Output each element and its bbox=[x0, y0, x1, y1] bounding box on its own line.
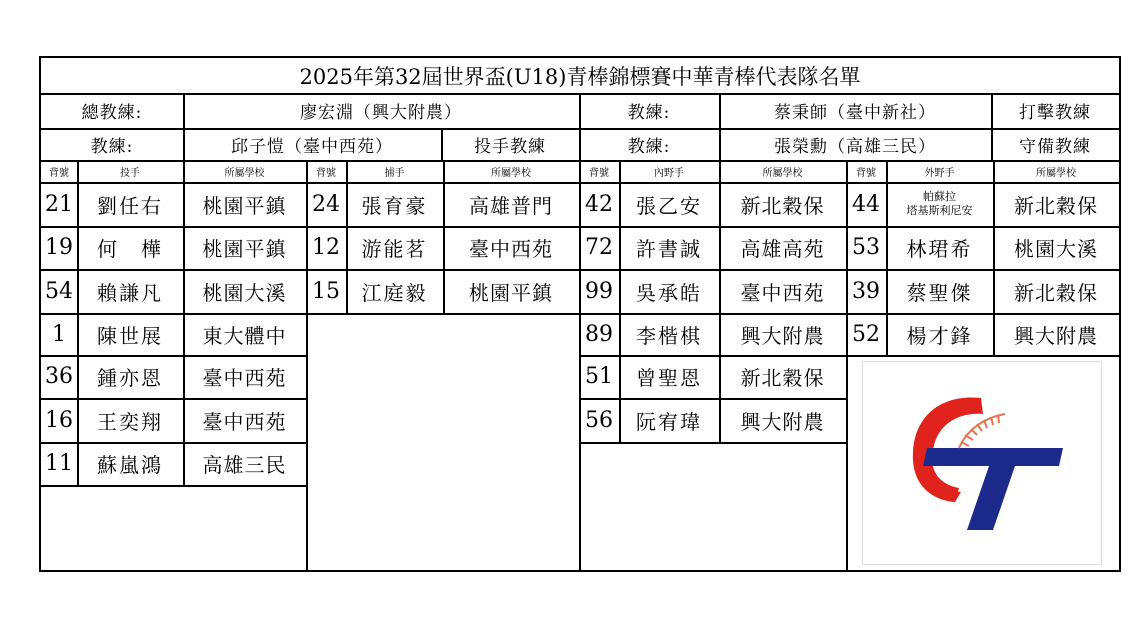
coach-name: 張榮勳（高雄三民） bbox=[774, 136, 936, 157]
catcher-number: 24 bbox=[312, 191, 340, 217]
pitcher-name: 鍾亦恩 bbox=[97, 366, 163, 390]
catcher-school: 高雄普門 bbox=[469, 193, 553, 218]
catcher-name: 張育豪 bbox=[361, 193, 428, 218]
catcher-number: 15 bbox=[312, 278, 340, 304]
header-number: 背號 bbox=[49, 167, 69, 179]
batting-coach-role: 打擊教練 bbox=[1019, 103, 1091, 123]
pitcher-number: 19 bbox=[45, 235, 73, 260]
header-school: 所屬學校 bbox=[491, 167, 531, 179]
infielder-school: 臺中西苑 bbox=[740, 280, 825, 305]
catcher-school: 臺中西苑 bbox=[469, 237, 553, 261]
outfielder-number: 52 bbox=[852, 321, 880, 347]
infielder-school: 新北穀保 bbox=[740, 193, 825, 218]
infielder-name: 李楷棋 bbox=[636, 323, 702, 348]
catcher-name: 游能茗 bbox=[361, 237, 428, 261]
outfielder-name-line2: 塔基斯利尼安 bbox=[906, 204, 973, 217]
coach-label: 教練: bbox=[627, 136, 671, 157]
header-infielder: 內野手 bbox=[654, 167, 684, 179]
pitcher-number: 11 bbox=[45, 451, 73, 476]
infielder-name: 吳承皓 bbox=[636, 280, 702, 305]
outfielder-number: 53 bbox=[852, 235, 880, 260]
header-school: 所屬學校 bbox=[224, 167, 265, 179]
infielder-number: 51 bbox=[585, 364, 613, 389]
catcher-number: 12 bbox=[312, 235, 340, 260]
infielder-name: 張乙安 bbox=[636, 193, 702, 218]
pitcher-school: 臺中西苑 bbox=[202, 366, 287, 390]
pitcher-school: 臺中西苑 bbox=[202, 409, 287, 434]
infielder-school: 興大附農 bbox=[740, 409, 825, 434]
infielder-name: 許書誠 bbox=[636, 237, 702, 261]
pitcher-name: 王奕翔 bbox=[97, 409, 163, 434]
ct-baseball-logo-icon bbox=[862, 361, 1102, 565]
divider bbox=[41, 485, 306, 487]
pitcher-number: 1 bbox=[52, 321, 66, 347]
infielder-number: 42 bbox=[585, 191, 613, 217]
infielder-name: 阮宥瑋 bbox=[636, 409, 702, 434]
outfielder-school: 興大附農 bbox=[1014, 323, 1098, 348]
divider bbox=[579, 442, 846, 444]
pitcher-name: 劉任右 bbox=[97, 193, 163, 218]
pitcher-number: 36 bbox=[45, 364, 73, 389]
infielder-name: 曾聖恩 bbox=[636, 366, 702, 390]
infielder-number: 72 bbox=[585, 235, 613, 260]
coach-name: 邱子愷（臺中西苑） bbox=[231, 136, 393, 157]
infielder-number: 56 bbox=[585, 407, 613, 433]
pitcher-school: 桃園平鎮 bbox=[202, 237, 287, 261]
header-number: 背號 bbox=[589, 167, 609, 179]
outfielder-name: 蔡聖傑 bbox=[906, 280, 973, 305]
header-outfielder: 外野手 bbox=[924, 167, 955, 179]
catcher-school: 桃園平鎮 bbox=[469, 280, 553, 305]
pitcher-school: 桃園大溪 bbox=[202, 280, 287, 305]
outfielder-school: 桃園大溪 bbox=[1014, 237, 1098, 261]
infielder-number: 89 bbox=[585, 321, 613, 347]
pitcher-number: 16 bbox=[45, 407, 73, 433]
header-pitcher: 投手 bbox=[120, 167, 140, 179]
pitcher-name: 何 樺 bbox=[97, 237, 163, 261]
header-number: 背號 bbox=[316, 167, 336, 179]
logo-stitches bbox=[961, 415, 999, 446]
catcher-name: 江庭毅 bbox=[361, 280, 428, 305]
outfielder-name: 林珺希 bbox=[906, 237, 973, 261]
page-title: 2025年第32屆世界盃(U18)青棒錦標賽中華青棒代表隊名單 bbox=[299, 64, 861, 89]
outfielder-name bbox=[886, 182, 993, 226]
header-school: 所屬學校 bbox=[1036, 167, 1076, 179]
head-coach-name: 廖宏淵（興大附農） bbox=[300, 103, 462, 123]
header-number: 背號 bbox=[856, 167, 876, 179]
outfielder-school: 新北穀保 bbox=[1014, 280, 1098, 305]
pitcher-name: 賴謙凡 bbox=[97, 280, 163, 305]
infielder-school: 高雄高苑 bbox=[740, 237, 825, 261]
coach-label: 教練: bbox=[90, 136, 134, 157]
roster-sheet bbox=[39, 56, 1121, 572]
pitcher-school: 高雄三民 bbox=[202, 453, 287, 477]
coach-name: 蔡秉師（臺中新社） bbox=[774, 103, 936, 123]
outfielder-name-line1: 帕蘇拉 bbox=[923, 190, 956, 203]
pitcher-school: 東大體中 bbox=[202, 323, 287, 348]
logo-graphic bbox=[863, 362, 1101, 564]
header-school: 所屬學校 bbox=[762, 167, 803, 179]
pitching-coach-role: 投手教練 bbox=[474, 136, 546, 157]
infielder-school: 新北穀保 bbox=[740, 366, 825, 390]
outfielder-name: 楊才鋒 bbox=[906, 323, 973, 348]
head-coach-label: 總教練: bbox=[81, 103, 143, 123]
pitcher-name: 蘇嵐鴻 bbox=[97, 453, 163, 477]
outfielder-number: 39 bbox=[852, 278, 880, 304]
infielder-school: 興大附農 bbox=[740, 323, 825, 348]
header-catcher: 捕手 bbox=[384, 167, 405, 179]
coach-label: 教練: bbox=[627, 103, 671, 123]
infielder-number: 99 bbox=[585, 278, 613, 304]
pitcher-name: 陳世展 bbox=[97, 323, 163, 348]
outfielder-number: 44 bbox=[852, 191, 880, 217]
pitcher-number: 21 bbox=[45, 191, 73, 217]
pitcher-school: 桃園平鎮 bbox=[202, 193, 287, 218]
defense-coach-role: 守備教練 bbox=[1019, 136, 1091, 157]
outfielder-school: 新北穀保 bbox=[1014, 193, 1098, 218]
pitcher-number: 54 bbox=[45, 278, 73, 304]
